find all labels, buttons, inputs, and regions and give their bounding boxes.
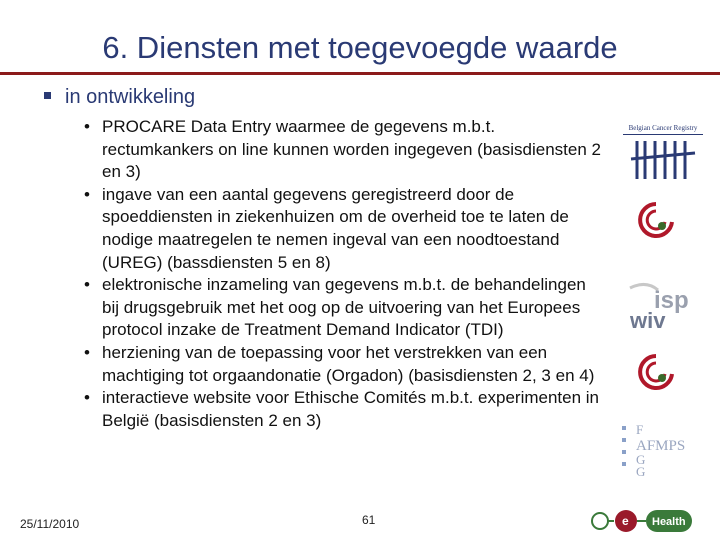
wiv-text: wiv — [630, 308, 666, 333]
bullet-dot-icon: • — [84, 184, 90, 204]
afmps-icon — [620, 420, 700, 478]
swirl-logo-icon — [636, 352, 676, 392]
bullet-dot-icon: • — [84, 275, 90, 295]
bullet-item — [84, 184, 604, 274]
afmps-line-2: AFMPS — [636, 438, 686, 454]
page-number: 61 — [362, 513, 376, 527]
bullet-text: herziening van de toepassing voor het verstrekken van een machtiging tot orgaandonatie (Orgadon) (basisdiensten 2, 3 en 4) — [102, 342, 595, 385]
afmps-line-4: G — [636, 464, 646, 478]
bullet-text: interactieve website voor Ethische Comités m.b.t. experimenten in België (basisdiensten 2 en 3) — [102, 388, 600, 430]
bullet-text: elektronische inzameling van gegevens m.b.t. de behandelingen bij drugsgebruik met het oog op de uitvoering van het Europees protocol inzake de Treatment Demand Indicator (TDI) — [102, 275, 586, 340]
bullet-dot-icon: • — [84, 342, 90, 362]
section-heading-text: in ontwikkeling — [65, 86, 196, 108]
isp-text: isp — [654, 287, 689, 314]
bullet-item — [84, 387, 604, 432]
bullet-item — [84, 116, 604, 184]
ehealth-label-text: Health — [652, 516, 686, 528]
footer-date: 25/11/2010 — [20, 517, 80, 531]
belgian-registry-label: Belgian Cancer Registry — [623, 124, 703, 135]
ehealth-e-text: e — [622, 514, 629, 528]
bullet-text: ingave van een aantal gegevens geregistreerd door de spoeddiensten in ziekenhuizen om de overheid toe te laten de nodige maatregelen te nemen ingeval van een noodtoestand (UREG) (bassdiensten 5 en 8) — [102, 184, 569, 272]
registry-bars-icon — [623, 135, 703, 185]
afmps-line-3: G — [636, 452, 646, 467]
ehealth-logo — [588, 506, 698, 536]
ehealth-icon — [588, 506, 698, 536]
bullet-dot-icon: • — [84, 117, 90, 136]
section-heading — [44, 86, 195, 109]
bullet-item — [84, 274, 604, 342]
bullet-list — [84, 116, 604, 432]
isp-wiv-icon — [628, 278, 698, 334]
title-divider — [0, 72, 720, 75]
bullet-item — [84, 342, 604, 387]
afmps-logo — [620, 420, 700, 478]
swirl-logo-icon — [636, 200, 676, 240]
section-bullet-icon — [44, 92, 51, 99]
isp-wiv-logo — [628, 278, 698, 334]
bullet-text: PROCARE Data Entry waarmee de gegevens m.b.t. rectumkankers on line kunnen worden ingegeven (basisdiensten 2 en 3) — [102, 117, 601, 182]
slide-title: 6. Diensten met toegevoegde waarde — [102, 30, 618, 65]
afmps-line-1: F — [636, 422, 644, 437]
belgian-cancer-registry-logo — [623, 124, 703, 188]
bullet-dot-icon: • — [84, 388, 90, 408]
